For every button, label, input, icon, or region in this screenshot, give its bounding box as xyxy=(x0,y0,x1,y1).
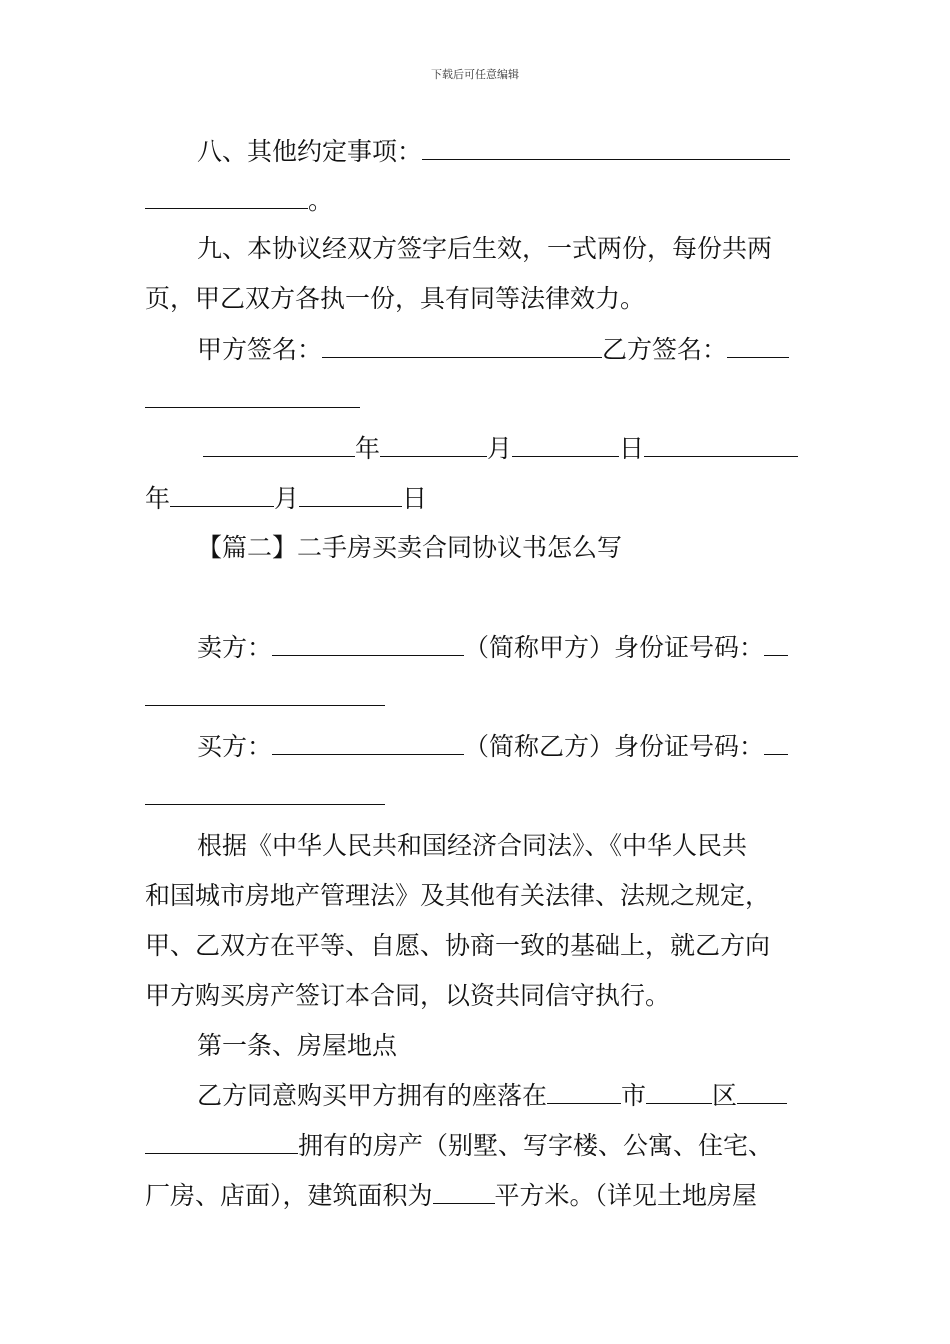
area-blank xyxy=(433,1202,495,1204)
party-a-signature-blank xyxy=(322,356,602,358)
buyer-name-blank xyxy=(272,753,464,755)
month-blank xyxy=(380,455,487,457)
day-blank xyxy=(512,455,619,457)
fill-in-blank xyxy=(422,158,790,160)
basis-line-2: 和国城市房地产管理法》及其他有关法律、法规之规定， xyxy=(145,881,771,910)
buyer-id-blank xyxy=(764,753,788,755)
clause-8-end: 。 xyxy=(308,186,334,215)
buyer-line xyxy=(197,731,788,763)
property-types: 拥有的房产（别墅、写字楼、公寓、住宅、 xyxy=(298,1131,774,1160)
month-label: 月 xyxy=(274,484,300,513)
date-line-2 xyxy=(145,483,427,515)
seller-abbr: （简称甲方）身份证号码： xyxy=(464,633,765,662)
month-blank xyxy=(170,505,274,507)
district-blank xyxy=(646,1102,712,1104)
seller-line xyxy=(197,632,788,664)
basis-line-1: 根据《中华人民共和国经济合同法》、《中华人民共 xyxy=(197,831,748,860)
clause-8-text: 八、其他约定事项： xyxy=(197,137,423,166)
city-label: 市 xyxy=(621,1081,647,1110)
article-1-line-1 xyxy=(197,1080,787,1112)
article-1-line-2 xyxy=(145,1130,773,1162)
clause-9-line-1: 九、本协议经双方签字后生效，一式两份，每份共两 xyxy=(197,234,773,263)
page-header: 下载后可任意编辑 xyxy=(431,68,519,81)
party-b-signature-label: 乙方签名： xyxy=(602,335,728,364)
year-label: 年 xyxy=(355,434,381,463)
clause-8-continuation xyxy=(145,185,333,217)
signature-line xyxy=(197,334,789,366)
basis-line-3: 甲、乙双方在平等、自愿、协商一致的基础上，就乙方向 xyxy=(145,931,771,960)
seller-name-blank xyxy=(272,654,464,656)
city-blank xyxy=(547,1102,621,1104)
section-2-title: 【篇二】二手房买卖合同协议书怎么写 xyxy=(197,533,623,562)
fill-in-blank xyxy=(644,455,798,457)
fill-in-blank xyxy=(145,406,360,408)
date-line-1 xyxy=(203,433,798,465)
buyer-abbr: （简称乙方）身份证号码： xyxy=(464,732,765,761)
month-label: 月 xyxy=(487,434,513,463)
article-1-line-3 xyxy=(145,1180,757,1212)
fill-in-blank xyxy=(145,803,385,805)
day-label: 日 xyxy=(619,434,645,463)
address-blank xyxy=(145,1152,298,1154)
day-label: 日 xyxy=(402,484,428,513)
party-b-signature-blank xyxy=(727,356,789,358)
clause-9-line-2: 页，甲乙双方各执一份，具有同等法律效力。 xyxy=(145,284,646,313)
basis-line-4: 甲方购买房产签订本合同，以资共同信守执行。 xyxy=(145,981,671,1010)
area-text: 厂房、店面），建筑面积为 xyxy=(145,1181,433,1210)
article-1-title: 第一条、房屋地点 xyxy=(197,1031,398,1060)
buyer-line-continuation xyxy=(145,781,385,813)
address-blank xyxy=(737,1102,787,1104)
seller-label: 卖方： xyxy=(197,633,273,662)
party-a-signature-label: 甲方签名： xyxy=(197,335,323,364)
buyer-label: 买方： xyxy=(197,732,273,761)
seller-id-blank xyxy=(764,654,788,656)
seller-line-continuation xyxy=(145,682,385,714)
day-blank xyxy=(299,505,402,507)
article-1-text: 乙方同意购买甲方拥有的座落在 xyxy=(197,1081,548,1110)
year-blank xyxy=(203,455,355,457)
year-label: 年 xyxy=(145,484,171,513)
signature-line-continuation xyxy=(145,384,360,416)
fill-in-blank xyxy=(145,704,385,706)
district-label: 区 xyxy=(712,1081,738,1110)
clause-8-line xyxy=(197,136,790,168)
area-unit-text: 平方米。（详见土地房屋 xyxy=(494,1181,758,1210)
fill-in-blank xyxy=(145,207,308,209)
